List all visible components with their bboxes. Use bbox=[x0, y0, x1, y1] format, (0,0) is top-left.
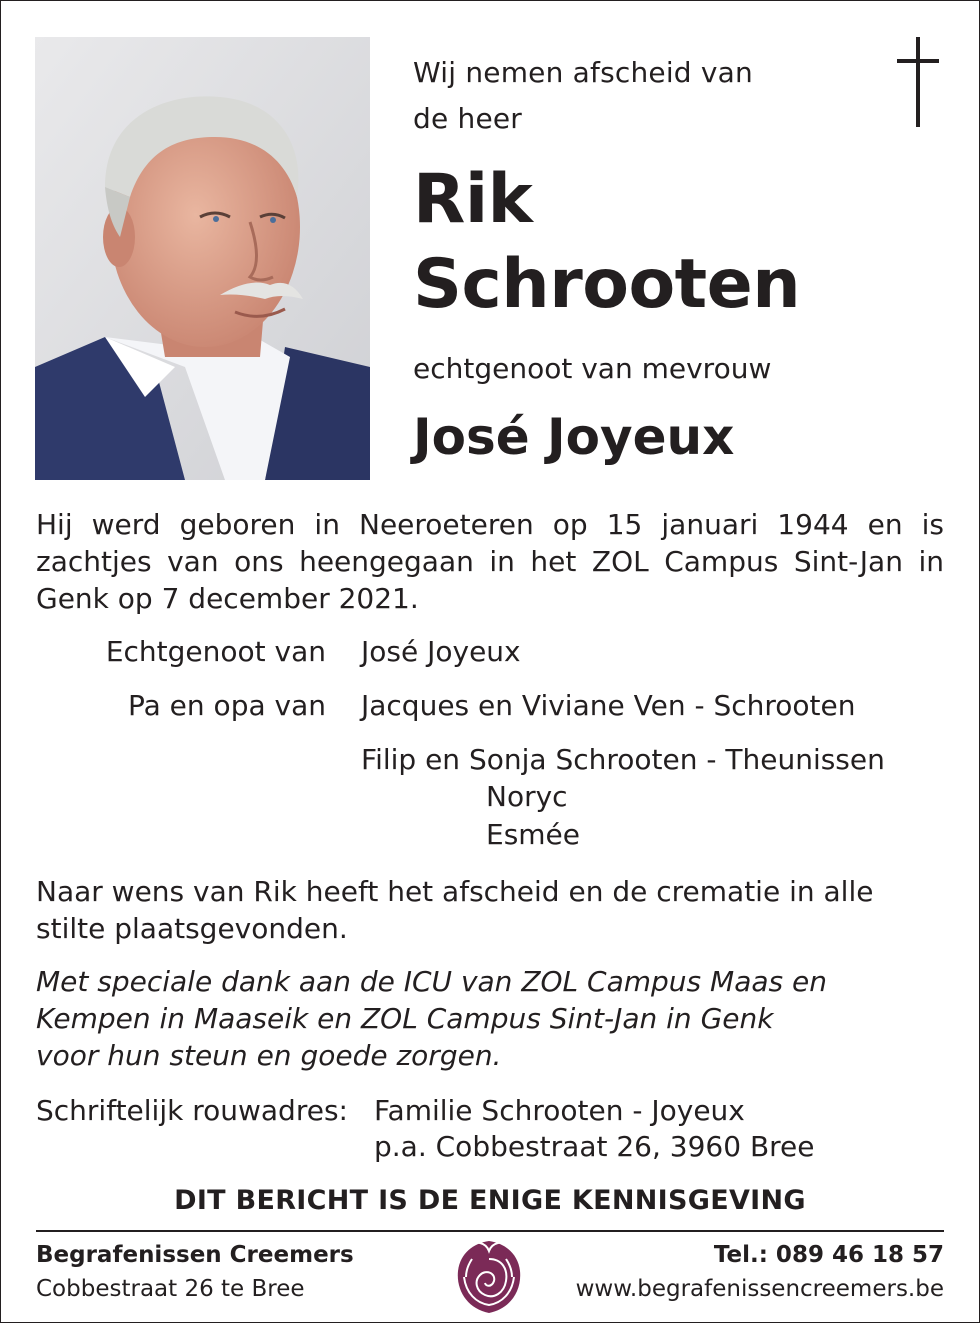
cross-icon bbox=[897, 37, 939, 131]
address-line-2: p.a. Cobbestraat 26, 3960 Bree bbox=[374, 1130, 815, 1163]
footer-divider bbox=[36, 1230, 944, 1232]
company-name: Begrafenissen Creemers bbox=[36, 1242, 354, 1268]
child-1: Jacques en Viviane Ven - Schrooten bbox=[361, 689, 856, 722]
grandchild-1: Noryc bbox=[486, 780, 568, 813]
grandchild-2: Esmée bbox=[486, 818, 581, 851]
spouse-value: José Joyeux bbox=[361, 635, 521, 668]
children-label: Pa en opa van bbox=[128, 689, 326, 722]
spouse-label: Echtgenoot van bbox=[105, 635, 326, 668]
address-line-1: Familie Schrooten - Joyeux bbox=[374, 1094, 745, 1127]
portrait-photo bbox=[35, 37, 370, 480]
thanks-line-1: Met speciale dank aan de ICU van ZOL Campus Maas en bbox=[36, 965, 827, 998]
intro-text bbox=[413, 50, 753, 142]
notice-text: DIT BERICHT IS DE ENIGE KENNISGEVING bbox=[174, 1185, 806, 1216]
rose-icon bbox=[452, 1237, 526, 1321]
deceased-first-name: Rik bbox=[413, 160, 533, 239]
thanks-line-2: Kempen in Maaseik en ZOL Campus Sint-Jan in Genk bbox=[36, 1002, 774, 1035]
spouse-name: José Joyeux bbox=[413, 408, 735, 466]
website-link[interactable]: www.begrafenissencreemers.be bbox=[575, 1276, 944, 1302]
spouse-intro: echtgenoot van mevrouw bbox=[413, 352, 772, 385]
cremation-paragraph: Naar wens van Rik heeft het afscheid en de crematie in alle stilte plaatsgevonden. bbox=[36, 875, 874, 945]
company-address: Cobbestraat 26 te Bree bbox=[36, 1276, 305, 1302]
child-2: Filip en Sonja Schrooten - Theunissen bbox=[361, 743, 885, 776]
thanks-paragraph bbox=[36, 963, 944, 1074]
telephone: Tel.: 089 46 18 57 bbox=[713, 1242, 944, 1268]
deceased-last-name: Schrooten bbox=[413, 245, 801, 324]
intro-line-2: de heer bbox=[413, 102, 523, 135]
birth-paragraph: Hij werd geboren in Neeroeteren op 15 januari 1944 en is zachtjes van ons heengegaan in het ZOL Campus Sint-Jan in Genk op 7 december 2021. bbox=[36, 508, 944, 615]
thanks-line-3: voor hun steun en goede zorgen. bbox=[36, 1039, 502, 1072]
address-label: Schriftelijk rouwadres: bbox=[36, 1094, 348, 1127]
intro-line-1: Wij nemen afscheid van bbox=[413, 56, 753, 89]
